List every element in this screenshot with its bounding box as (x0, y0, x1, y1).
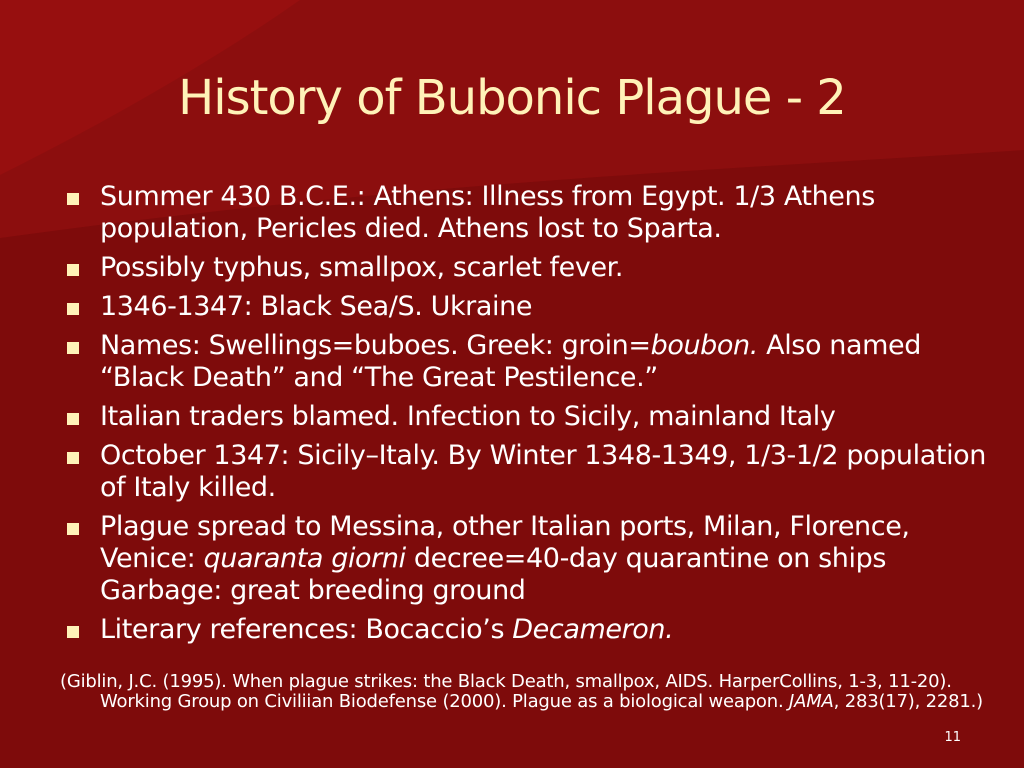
bullet-item (60, 401, 1000, 433)
citation (60, 672, 1020, 712)
bullet-text: 1346-1347: Black Sea/S. Ukraine (100, 291, 533, 322)
bullet-item (60, 330, 1000, 394)
citation-text-italic: JAMA (788, 691, 834, 712)
bullet-item (60, 291, 1000, 323)
bullet-item (60, 181, 1000, 245)
bullet-text: Summer 430 B.C.E.: Athens: Illness from Egypt. 1/3 Athens population, Pericles died. Athens lost to Sparta. (100, 181, 875, 244)
bullet-text-italic: boubon. (650, 330, 758, 361)
bullet-text: Names: Swellings=buboes. Greek: groin= (100, 330, 651, 361)
square-bullet-icon (67, 193, 79, 205)
citation-text: (Giblin, J.C. (1995). When plague strikes: the Black Death, smallpox, AIDS. HarperCollins, 1-3, 11-20). Working Group on Civiliian Biodefense (2000). Plague as a biological weapon. (60, 671, 952, 712)
square-bullet-icon (67, 264, 79, 276)
bullet-item (60, 252, 1000, 284)
slide-title: History of Bubonic Plague - 2 (178, 70, 846, 126)
bullet-text: decree=40-day quarantine on ships Garbage: great breeding ground (100, 543, 887, 606)
bullet-text: Possibly typhus, smallpox, scarlet fever. (100, 252, 624, 283)
bullet-text-italic: quaranta giorni (203, 543, 406, 574)
bullet-item (60, 440, 1000, 504)
square-bullet-icon (67, 342, 79, 354)
bullet-text: October 1347: Sicily–Italy. By Winter 1348-1349, 1/3-1/2 population of Italy killed. (100, 440, 987, 503)
square-bullet-icon (67, 303, 79, 315)
bullet-list (60, 181, 1000, 653)
slide-number: 11 (944, 730, 961, 745)
bullet-text-italic: Decameron. (512, 614, 674, 645)
square-bullet-icon (67, 413, 79, 425)
bullet-text: Also named “Black Death” and “The Great Pestilence.” (100, 330, 921, 393)
bullet-item (60, 614, 1000, 646)
square-bullet-icon (67, 626, 79, 638)
bullet-text: Italian traders blamed. Infection to Sicily, mainland Italy (100, 401, 836, 432)
square-bullet-icon (67, 523, 79, 535)
citation-text: , 283(17), 2281.) (833, 691, 984, 712)
bullet-item (60, 511, 1000, 607)
bullet-text: Plague spread to Messina, other Italian ports, Milan, Florence, Venice: (100, 511, 910, 574)
square-bullet-icon (67, 452, 79, 464)
bullet-text: Literary references: Bocaccio’s (100, 614, 513, 645)
